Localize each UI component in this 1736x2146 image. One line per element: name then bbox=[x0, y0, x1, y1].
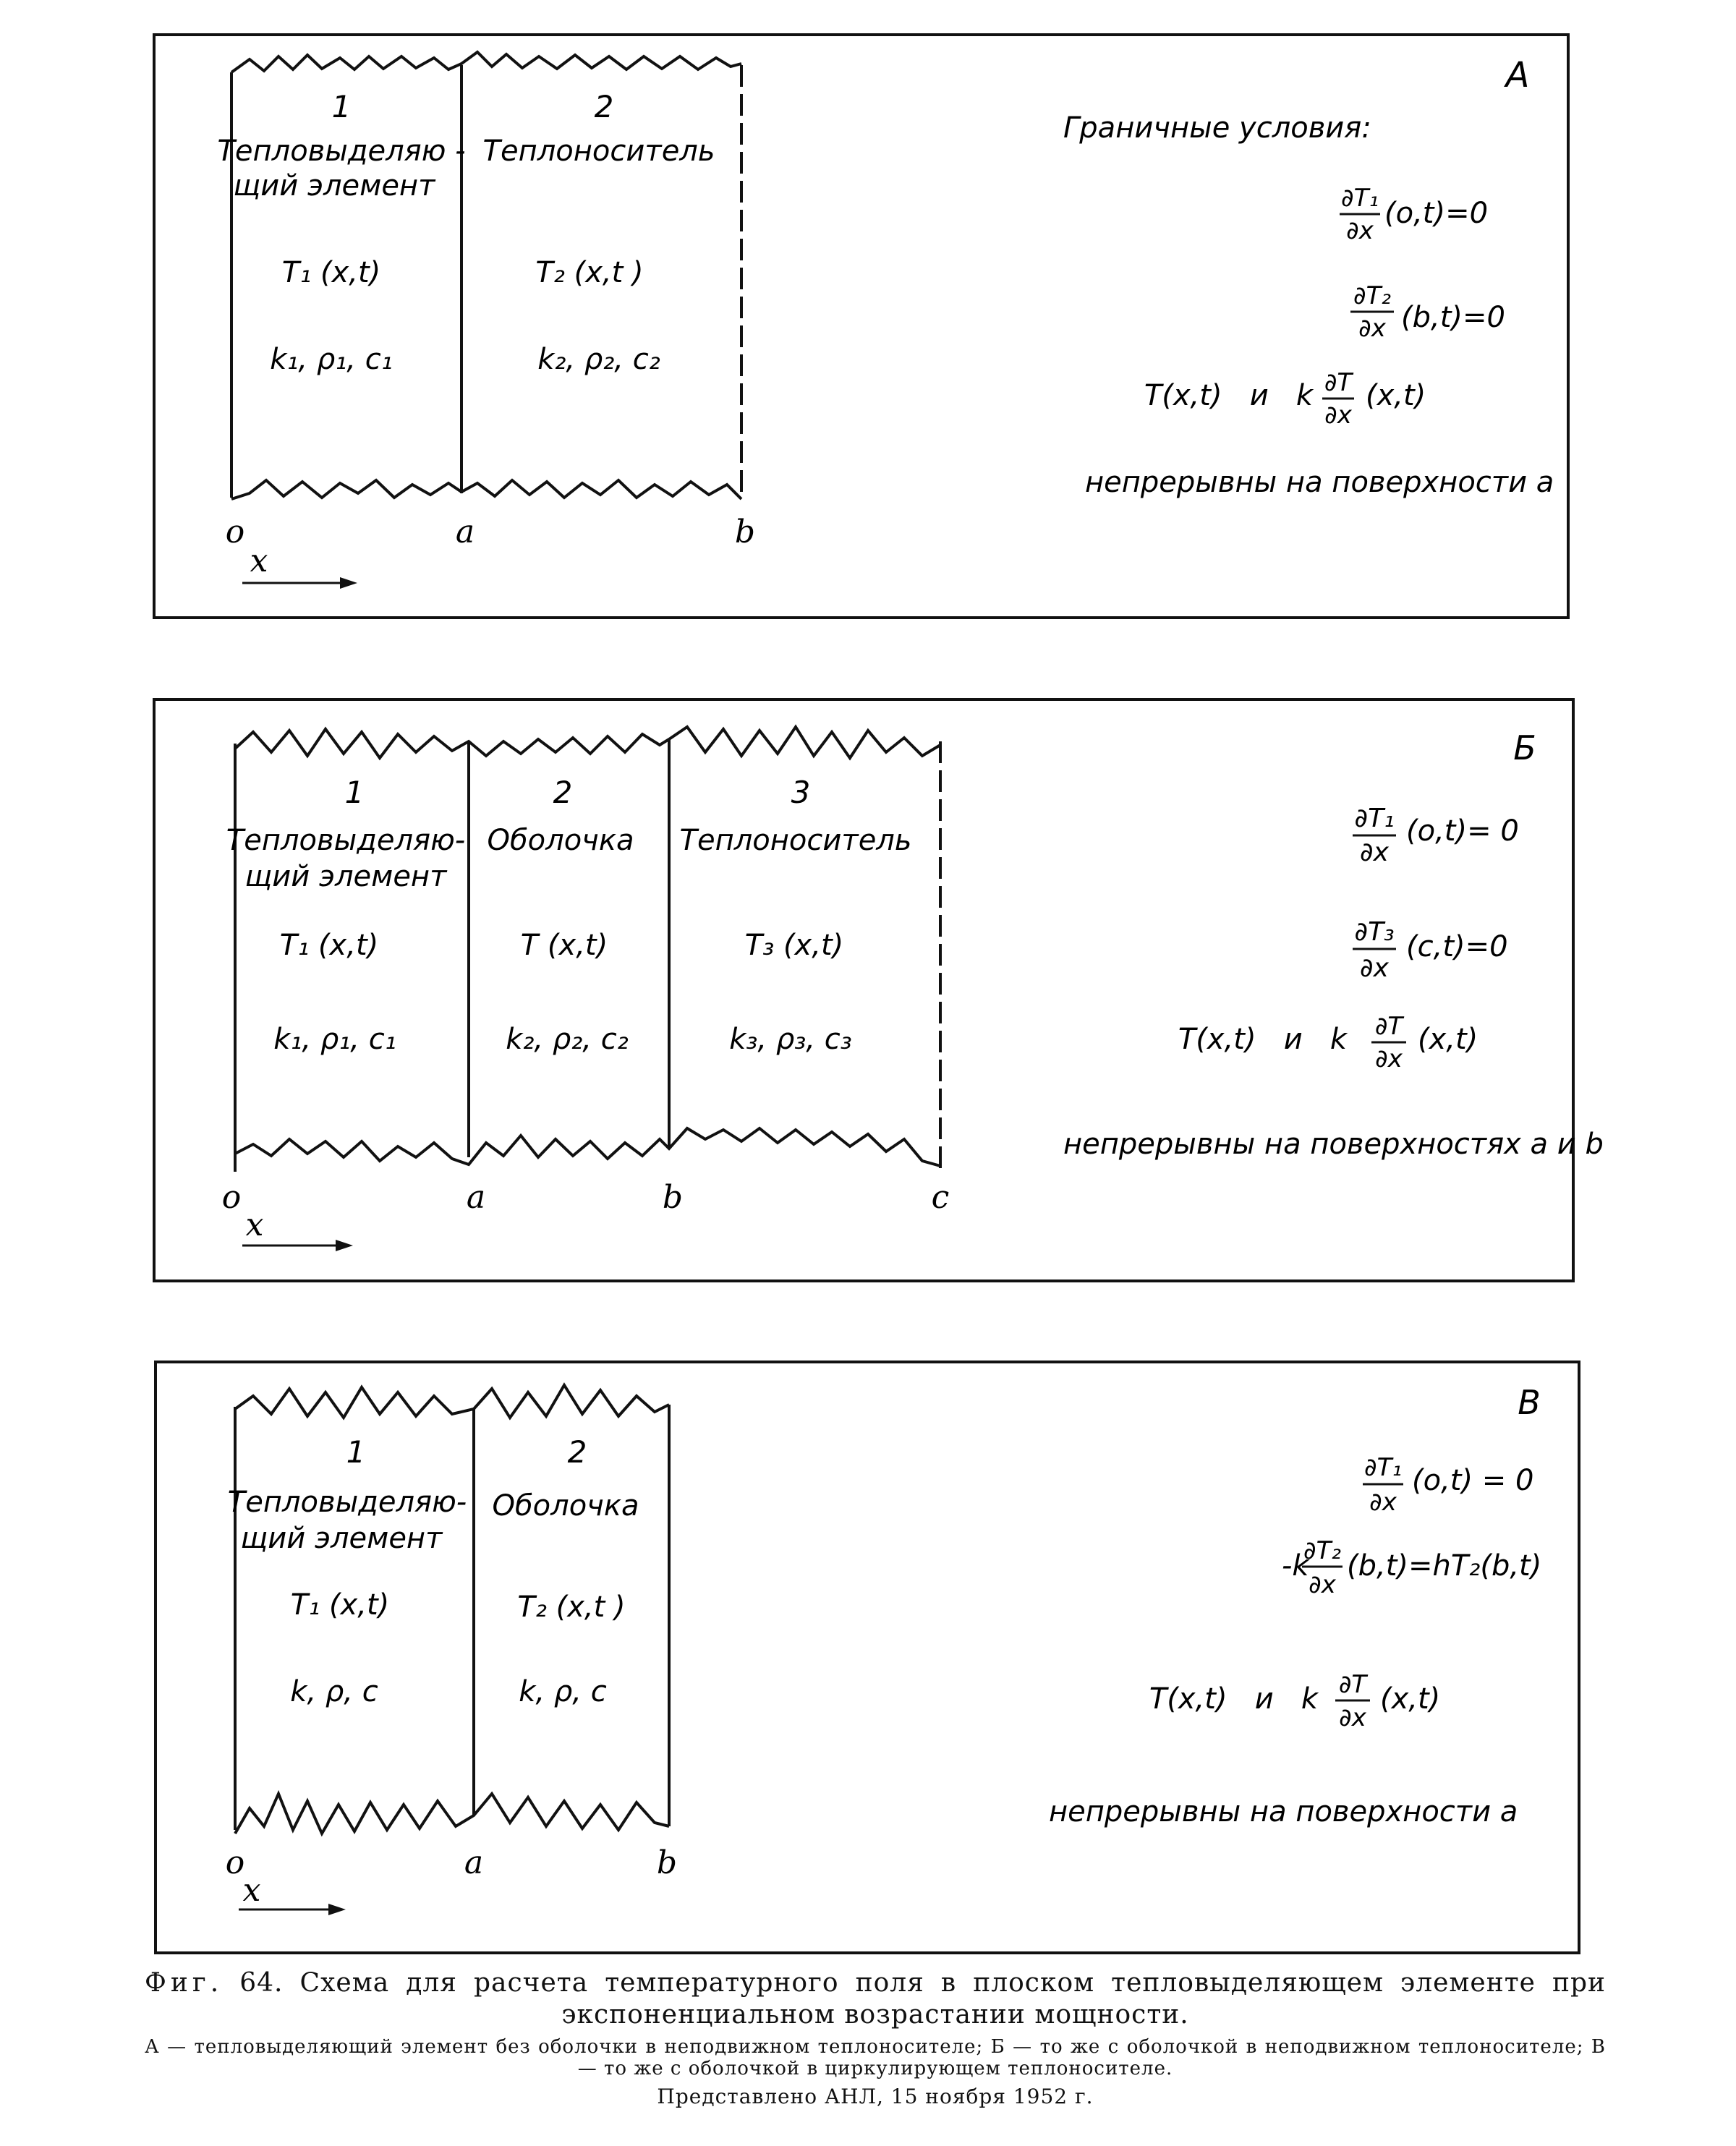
continuity-rest: (x,t) bbox=[1366, 379, 1426, 412]
fraction-numerator: ∂T₃ bbox=[1354, 917, 1395, 947]
layer-temperature: T₃ (x,t) bbox=[744, 929, 844, 962]
fraction-numerator: ∂T₂ bbox=[1303, 1536, 1341, 1565]
layer-number: 1 bbox=[344, 775, 365, 810]
boundary-label-b: b bbox=[662, 1179, 684, 1216]
wavy-top-edge bbox=[231, 52, 741, 72]
boundary-label-c: c bbox=[931, 1179, 950, 1216]
boundary-label-o: o bbox=[221, 1179, 242, 1216]
condition-rest: (o,t)= 0 bbox=[1406, 814, 1519, 848]
axis-label-x: x bbox=[245, 1206, 264, 1243]
panel-letter: А bbox=[1505, 55, 1530, 95]
condition-rest: (b,t)=0 bbox=[1401, 301, 1505, 334]
layer-properties: k₁, ρ₁, c₁ bbox=[270, 343, 393, 376]
axis-label-x: x bbox=[250, 542, 268, 579]
fraction-numerator: ∂T bbox=[1338, 1670, 1367, 1699]
condition-rest: (o,t)=0 bbox=[1384, 197, 1489, 230]
layer-number: 3 bbox=[791, 775, 811, 810]
boundary-label-a: a bbox=[455, 514, 475, 550]
layer-number: 2 bbox=[567, 1434, 587, 1470]
continuity-prefix: T(x,t) и k bbox=[1178, 1023, 1347, 1056]
fraction-denominator: ∂x bbox=[1339, 1703, 1366, 1732]
layer-properties: k₁, ρ₁, c₁ bbox=[273, 1023, 396, 1056]
layer-name-cont: щий элемент bbox=[233, 169, 435, 203]
boundary-label-o: o bbox=[225, 514, 245, 550]
layer-name: Оболочка bbox=[492, 1489, 639, 1523]
fraction-denominator: ∂x bbox=[1360, 953, 1389, 983]
layer-name: Тепловыделяю- bbox=[227, 1486, 467, 1519]
panel-frame bbox=[154, 699, 1573, 1281]
layer-number: 1 bbox=[331, 89, 352, 124]
panel-frame bbox=[156, 1362, 1579, 1953]
layer-name: Теплоноситель bbox=[482, 135, 715, 168]
fraction-denominator: ∂x bbox=[1375, 1044, 1403, 1073]
layer-properties: k₂, ρ₂, c₂ bbox=[537, 343, 660, 376]
boundary-label-o: o bbox=[225, 1844, 245, 1881]
figure-label: Фиг. bbox=[145, 1968, 224, 1998]
wavy-top-edge bbox=[235, 1385, 669, 1418]
layer-name: Оболочка bbox=[487, 824, 634, 857]
continuity-statement: непрерывны на поверхности а bbox=[1049, 1795, 1518, 1828]
layer-properties: k₂, ρ₂, c₂ bbox=[506, 1023, 629, 1056]
fraction-numerator: ∂T₂ bbox=[1353, 281, 1391, 310]
layer-name: Тепловыделяю - bbox=[217, 135, 466, 168]
layer-temperature: T₁ (x,t) bbox=[279, 929, 379, 962]
wavy-bottom-edge bbox=[235, 1128, 940, 1166]
condition-prefix: -k bbox=[1282, 1549, 1309, 1583]
layer-properties: k, ρ, c bbox=[519, 1675, 607, 1708]
boundary-label-b: b bbox=[734, 514, 756, 550]
layer-name-cont: щий элемент bbox=[244, 860, 447, 893]
fraction-numerator: ∂T bbox=[1324, 368, 1353, 397]
figure-source: Представлено АНЛ, 15 ноября 1952 г. bbox=[657, 2085, 1094, 2108]
condition-rest: (b,t)=hT₂(b,t) bbox=[1347, 1549, 1542, 1583]
condition-rest: (c,t)=0 bbox=[1406, 930, 1508, 963]
figure-caption bbox=[145, 1967, 1606, 2031]
panel-v bbox=[0, 1316, 1736, 1967]
continuity-statement: непрерывны на поверхности а bbox=[1085, 466, 1554, 499]
panel-b bbox=[0, 651, 1736, 1302]
layer-temperature: T₁ (x,t) bbox=[281, 256, 381, 289]
axis-arrowhead bbox=[328, 1904, 346, 1915]
layer-temperature: T₂ (x,t ) bbox=[517, 1591, 626, 1624]
fraction-denominator: ∂x bbox=[1369, 1488, 1397, 1517]
layer-name: Теплоноситель bbox=[679, 824, 912, 857]
layer-properties: k, ρ, c bbox=[290, 1675, 378, 1708]
wavy-bottom-edge bbox=[231, 480, 741, 499]
layer-number: 2 bbox=[553, 775, 573, 810]
conditions-title: Граничные условия: bbox=[1063, 111, 1371, 145]
boundary-label-a: a bbox=[466, 1179, 486, 1216]
condition-rest: (o,t) = 0 bbox=[1412, 1464, 1534, 1497]
fraction-numerator: ∂T bbox=[1374, 1012, 1403, 1041]
figure-legend: А — тепловыделяющий элемент без оболочки в неподвижном теплоносителе; Б — то же с оболочкой в неподвижном теплоносителе; В — то же с оболочкой в циркулирующем теплоносителе. bbox=[145, 2036, 1606, 2079]
boundary-label-b: b bbox=[656, 1844, 678, 1881]
fraction-denominator: ∂x bbox=[1358, 314, 1386, 343]
axis-arrowhead bbox=[340, 577, 357, 589]
fraction-denominator: ∂x bbox=[1309, 1570, 1336, 1599]
continuity-statement: непрерывны на поверхностях а и b bbox=[1063, 1128, 1604, 1161]
layer-number: 2 bbox=[594, 89, 614, 124]
layer-temperature: T (x,t) bbox=[520, 929, 608, 962]
continuity-rest: (x,t) bbox=[1418, 1023, 1478, 1056]
continuity-prefix: T(x,t) и k bbox=[1149, 1682, 1318, 1716]
fraction-denominator: ∂x bbox=[1324, 401, 1352, 430]
panel-letter: Б bbox=[1513, 728, 1536, 767]
wavy-bottom-edge bbox=[235, 1794, 669, 1834]
boundary-label-a: a bbox=[464, 1844, 484, 1881]
layer-temperature: T₁ (x,t) bbox=[290, 1588, 390, 1622]
fraction-numerator: ∂T₁ bbox=[1364, 1453, 1402, 1482]
continuity-rest: (x,t) bbox=[1380, 1682, 1441, 1716]
panel-letter: В bbox=[1518, 1383, 1541, 1422]
fraction-denominator: ∂x bbox=[1346, 216, 1374, 245]
panel-a bbox=[0, 0, 1736, 636]
layer-number: 1 bbox=[346, 1434, 366, 1470]
fraction-numerator: ∂T₁ bbox=[1354, 804, 1395, 833]
layer-name-cont: щий элемент bbox=[240, 1522, 443, 1555]
figure-caption-text: 64. Схема для расчета температурного поля в плоском тепловыделяющем элементе при экспоненциальном возрастании мощности. bbox=[239, 1968, 1606, 2030]
fraction-numerator: ∂T₁ bbox=[1341, 184, 1379, 213]
layer-temperature: T₂ (x,t ) bbox=[535, 256, 644, 289]
fraction-denominator: ∂x bbox=[1360, 838, 1389, 867]
layer-name: Тепловыделяю- bbox=[226, 824, 466, 857]
continuity-prefix: T(x,t) и k bbox=[1144, 379, 1313, 412]
axis-label-x: x bbox=[242, 1872, 261, 1909]
layer-properties: k₃, ρ₃, c₃ bbox=[729, 1023, 852, 1056]
axis-arrowhead bbox=[336, 1240, 353, 1251]
wavy-top-edge bbox=[235, 727, 940, 758]
